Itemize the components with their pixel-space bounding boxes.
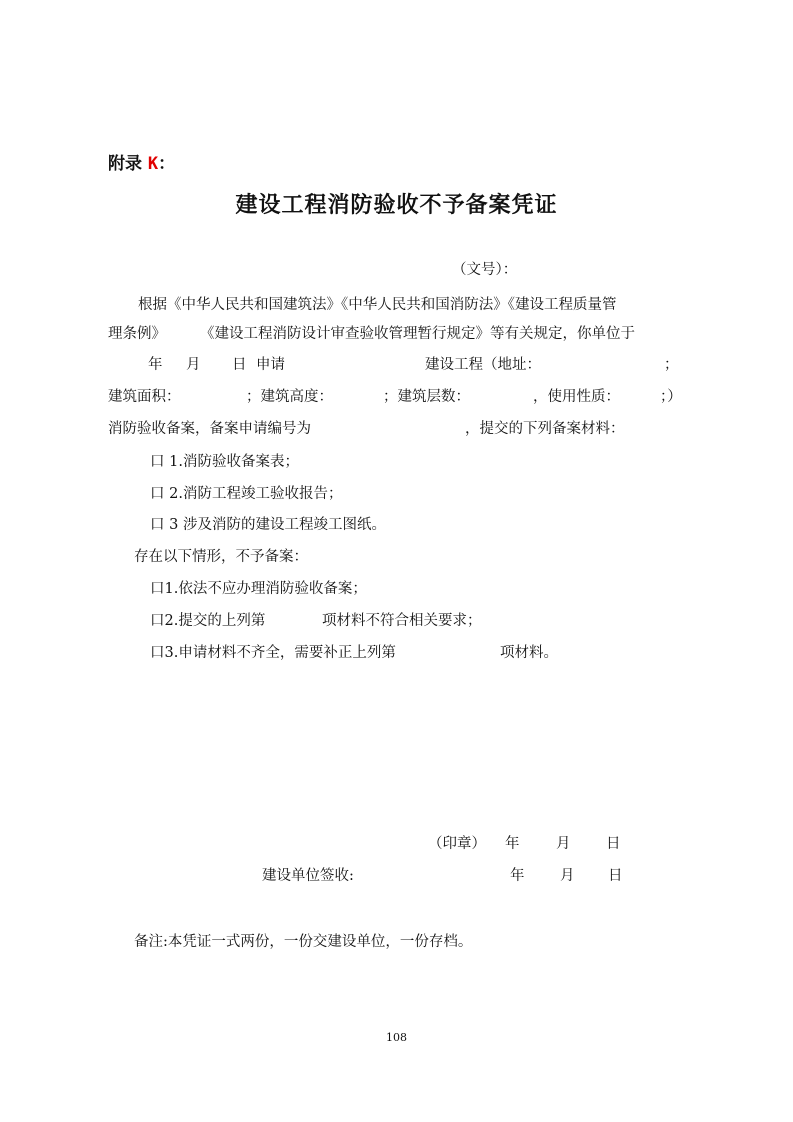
- receipt-month: 月: [560, 868, 575, 884]
- doc-number-label: （文号）：: [452, 262, 518, 278]
- appendix-letter: K: [147, 154, 159, 174]
- appendix-colon: ：: [158, 154, 176, 174]
- seal-day: 日: [606, 836, 621, 852]
- receipt-label: 建设单位签收:: [262, 868, 354, 884]
- address-end: ；: [664, 357, 679, 373]
- project-address-label: 建设工程（地址：: [425, 357, 541, 373]
- seal-label: （印章）: [428, 836, 486, 852]
- body-line-2b: 《建设工程消防设计审查验收管理暂行规定》等有关规定，你单位于: [200, 326, 635, 342]
- situation-item-3b: 项材料。: [500, 645, 558, 661]
- apply-label: 申请: [256, 357, 285, 373]
- situation-item-1: 口1.依法不应办理消防验收备案；: [150, 581, 367, 597]
- apply-month: 月: [186, 357, 201, 373]
- receipt-day: 日: [608, 868, 623, 884]
- body-line-1: 根据《中华人民共和国建筑法》《中华人民共和国消防法》《建设工程质量管: [138, 297, 617, 313]
- situation-item-2b: 项材料不符合相关要求；: [322, 613, 482, 629]
- document-title: 建设工程消防验收不予备案凭证: [235, 193, 558, 218]
- receipt-year: 年: [510, 868, 525, 884]
- situation-item-2a: 口2.提交的上列第: [150, 613, 266, 629]
- body-line-2a: 理条例》: [108, 326, 166, 342]
- page-number: 108: [386, 1031, 407, 1044]
- building-floors-label: ；建筑层数：: [383, 389, 470, 405]
- filing-number-label: 消防验收备案，备案申请编号为: [108, 421, 311, 437]
- situations-heading: 存在以下情形，不予备案：: [134, 549, 308, 565]
- apply-year: 年: [148, 357, 163, 373]
- situation-item-3a: 口3.申请材料不齐全，需要补正上列第: [150, 645, 396, 661]
- building-height-label: ；建筑高度：: [246, 389, 333, 405]
- building-usage-label: ，使用性质：: [533, 389, 620, 405]
- materials-intro: ，提交的下列备案材料：: [465, 421, 625, 437]
- building-info-end: ；）: [660, 389, 682, 405]
- remark-note: 备注:本凭证一式两份，一份交建设单位，一份存档。: [134, 934, 473, 950]
- material-item-3: 口 3 涉及消防的建设工程竣工图纸。: [150, 517, 386, 533]
- apply-day: 日: [232, 357, 247, 373]
- building-area-label: 建筑面积：: [108, 389, 181, 405]
- appendix-prefix: 附录: [108, 154, 142, 174]
- seal-year: 年: [505, 836, 520, 852]
- appendix-label: [108, 149, 175, 174]
- material-item-1: 口 1.消防验收备案表；: [150, 454, 299, 470]
- material-item-2: 口 2.消防工程竣工验收报告；: [150, 486, 343, 502]
- seal-month: 月: [556, 836, 571, 852]
